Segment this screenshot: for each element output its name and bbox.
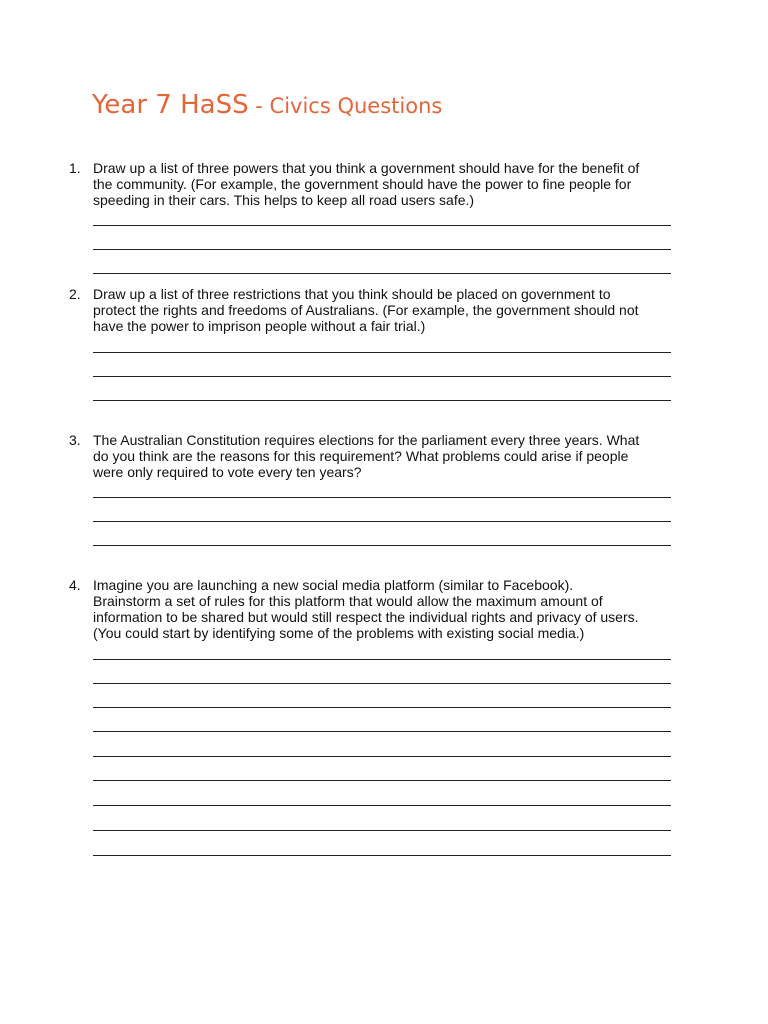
answer-line[interactable]: [93, 659, 671, 660]
question-text-line: Draw up a list of three powers that you think a government should have for the benefit of: [93, 160, 640, 176]
answer-line[interactable]: [93, 225, 671, 226]
answer-line[interactable]: [93, 497, 671, 498]
answer-line[interactable]: [93, 756, 671, 757]
answer-line[interactable]: [93, 545, 671, 546]
answer-line[interactable]: [93, 830, 671, 831]
question-number: 4.: [69, 577, 81, 593]
question-text-line: do you think are the reasons for this requirement? What problems could arise if people: [93, 448, 629, 464]
question-number: 1.: [69, 160, 81, 176]
question-text-line: (You could start by identifying some of the problems with existing social media.): [93, 625, 585, 641]
page-title: [92, 90, 442, 120]
answer-line[interactable]: [93, 273, 671, 274]
title-main: Year 7 HaSS: [92, 90, 249, 120]
question-text-line: were only required to vote every ten years?: [93, 464, 362, 480]
answer-line[interactable]: [93, 400, 671, 401]
question-text-line: the community. (For example, the government should have the power to fine people for: [93, 176, 632, 192]
question-text-line: speeding in their cars. This helps to keep all road users safe.): [93, 192, 475, 208]
title-separator: -: [248, 94, 270, 118]
answer-line[interactable]: [93, 731, 671, 732]
answer-line[interactable]: [93, 376, 671, 377]
answer-line[interactable]: [93, 805, 671, 806]
title-sub: Civics Questions: [269, 94, 443, 118]
question-number: 3.: [69, 432, 81, 448]
question-text-line: Brainstorm a set of rules for this platform that would allow the maximum amount of: [93, 593, 603, 609]
answer-line[interactable]: [93, 707, 671, 708]
question-text-line: protect the rights and freedoms of Australians. (For example, the government should not: [93, 302, 639, 318]
answer-line[interactable]: [93, 683, 671, 684]
question-text-line: The Australian Constitution requires elections for the parliament every three years. What: [93, 432, 640, 448]
question-text: [93, 432, 683, 480]
question-text-line: have the power to imprison people without a fair trial.): [93, 318, 426, 334]
question-text: [93, 577, 683, 641]
answer-line[interactable]: [93, 780, 671, 781]
question-text-line: Draw up a list of three restrictions that you think should be placed on government to: [93, 286, 611, 302]
question-text: [93, 160, 683, 208]
answer-line[interactable]: [93, 855, 671, 856]
answer-line[interactable]: [93, 521, 671, 522]
answer-line[interactable]: [93, 249, 671, 250]
question-text: [93, 286, 683, 334]
question-text-line: Imagine you are launching a new social media platform (similar to Facebook).: [93, 577, 574, 593]
question-text-line: information to be shared but would still respect the individual rights and privacy of users.: [93, 609, 639, 625]
answer-line[interactable]: [93, 352, 671, 353]
question-number: 2.: [69, 286, 81, 302]
